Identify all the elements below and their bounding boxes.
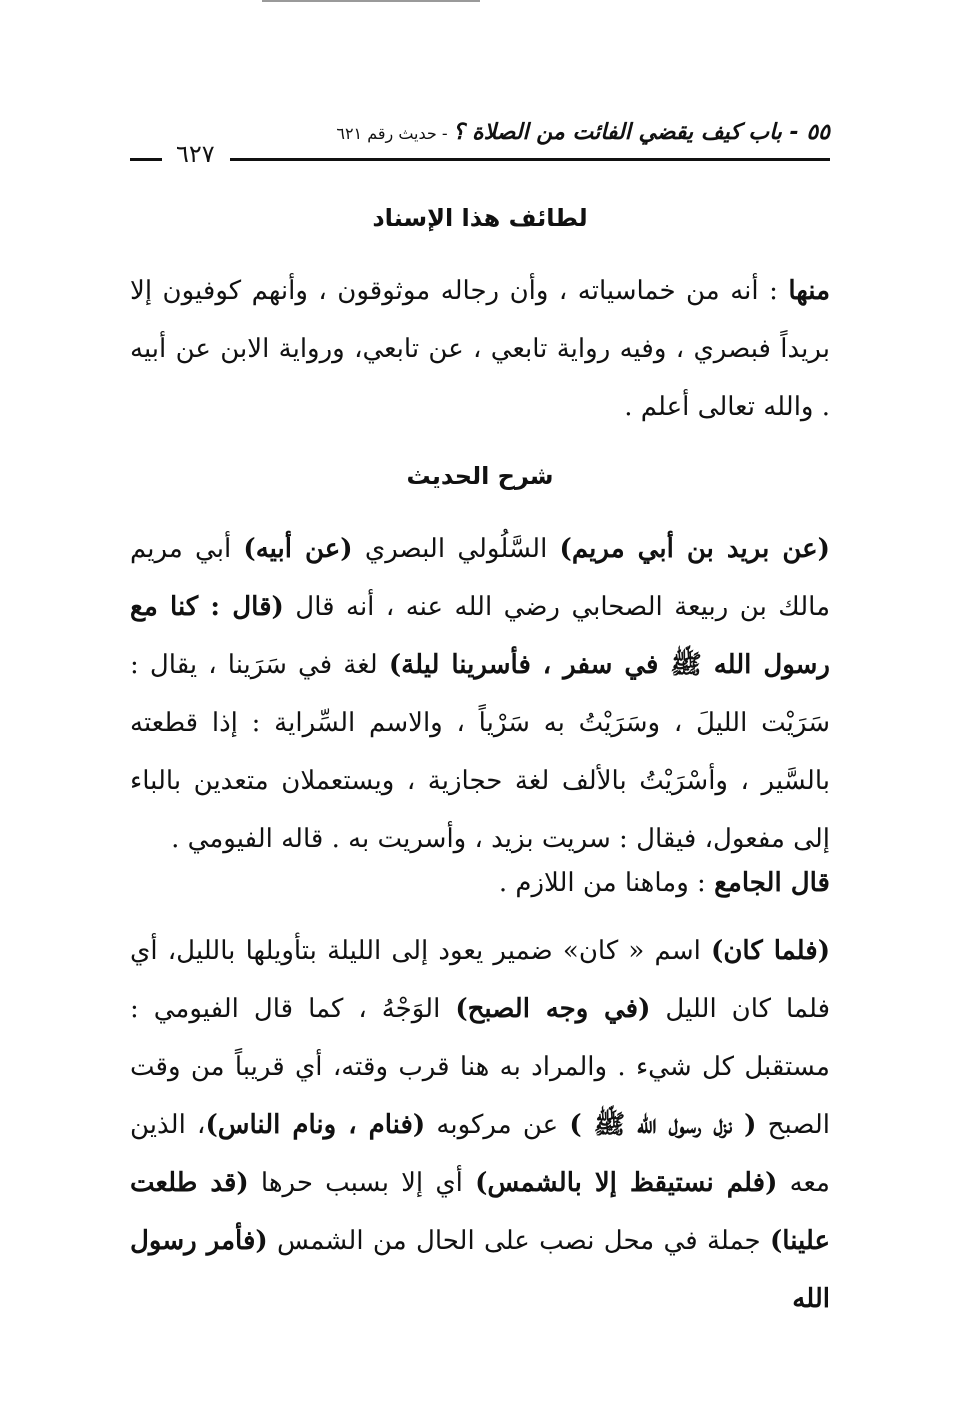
section-heading-sharh: شرح الحديث bbox=[406, 462, 554, 490]
paragraph-lead: قال الجامع bbox=[714, 868, 830, 898]
paragraph-text: : وماهنا من اللازم . bbox=[498, 868, 715, 898]
top-scan-rule bbox=[262, 0, 480, 2]
quote-segment: ( نزل رسول الله ﷺ ) bbox=[569, 1110, 757, 1140]
page-number-dash bbox=[130, 158, 162, 161]
text-segment: السَّلُولي البصري bbox=[352, 534, 560, 564]
quote-segment: (عن بريد بن أبي مريم) bbox=[559, 534, 830, 564]
paragraph-isnad bbox=[130, 262, 830, 436]
section-heading-isnad: لطائف هذا الإسناد bbox=[372, 204, 588, 232]
text-segment: لغة في سَرَينا ، يقال : سَرَيْت الليلَ ، وسَرَيْتُ به سَرْياً ، والاسم السِّراية : إذا قطعته بالسَّير ، وأسْرَيْتُ بالألف لغة حجازية ، ويستعملان متعدين بالباء إلى مفعول، فيقال : سريت بزيد ، وأسريت به . قاله الفيومي . bbox=[130, 650, 830, 854]
chapter-title bbox=[336, 120, 830, 145]
paragraph-jami bbox=[130, 854, 830, 912]
hadith-reference: - حديث رقم ٦٢١ bbox=[336, 124, 453, 143]
page-number: ٦٢٧ bbox=[176, 140, 215, 168]
text-segment: أي إلا بسبب حرها bbox=[248, 1168, 476, 1198]
paragraph-sharh-1 bbox=[130, 520, 830, 868]
text-segment: اسم « كان» ضمير يعود إلى الليلة بتأويلها بالليل، أي فلما كان الليل bbox=[130, 936, 831, 1024]
paragraph-lead: منها bbox=[788, 276, 830, 306]
quote-segment: (عن أبيه) bbox=[243, 534, 353, 564]
quote-segment: (فأمر رسول الله bbox=[130, 1226, 830, 1314]
quote-segment: (في وجه الصبح) bbox=[455, 994, 651, 1024]
chapter-title-text: ٥٥ - باب كيف يقضي الفائت من الصلاة ؟ bbox=[452, 120, 830, 145]
quote-segment: (قال : كنا مع رسول الله ﷺ في سفر ، فأسرينا ليلة) bbox=[130, 592, 830, 680]
running-header bbox=[130, 120, 830, 168]
quote-segment: (فلما كان) bbox=[711, 936, 830, 966]
paragraph-text: : أنه من خماسياته ، وأن رجاله موثوقون ، وأنهم كوفيون إلا بريداً فبصري ، وفيه رواية تابعي ، عن تابعي، ورواية الابن عن أبيه . والله تعالى أعلم . bbox=[130, 276, 830, 422]
paragraph-sharh-2 bbox=[130, 922, 830, 1328]
text-segment: جملة في محل نصب على الحال من الشمس bbox=[267, 1226, 770, 1256]
text-segment: ، الذين معه bbox=[130, 1110, 830, 1198]
header-rule bbox=[230, 158, 830, 161]
text-segment: أبي مريم مالك بن ربيعة الصحابي رضي الله عنه ، أنه قال bbox=[130, 534, 830, 622]
text-segment: الوَجْهُ ، كما قال الفيومي : مستقبل كل شيء . والمراد به هنا قرب وقته، أي قريباً من وقت الصبح bbox=[130, 994, 830, 1140]
quote-segment: (فلم نستيقظ إلا بالشمس) bbox=[475, 1168, 778, 1198]
quote-segment: (فنام ، ونام الناس) bbox=[205, 1110, 426, 1140]
quote-segment: (قد طلعت علينا) bbox=[130, 1168, 831, 1256]
text-segment: عن مركوبه bbox=[425, 1110, 570, 1140]
